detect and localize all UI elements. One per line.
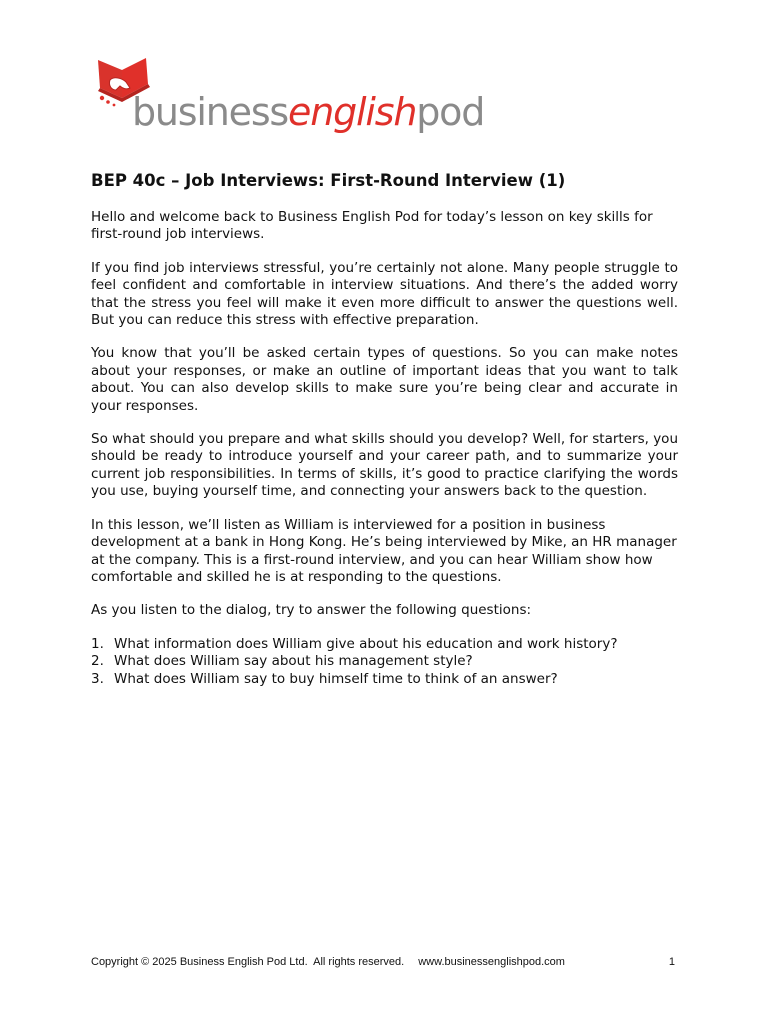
list-item-number: 3. bbox=[91, 670, 104, 687]
questions-list bbox=[91, 636, 678, 688]
stress-paragraph: If you find job interviews stressful, you’re certainly not alone. Many people struggle to feel confident and comfortable in interview situations. And there’s the added worry that the stress you feel will make it even more difficult to answer the questions well. But you can reduce this stress with effective preparation. bbox=[91, 259, 678, 329]
brand-wordmark bbox=[132, 90, 484, 134]
brand-logo bbox=[92, 52, 492, 136]
list-item bbox=[91, 671, 678, 688]
wordmark-pod: pod bbox=[416, 90, 485, 134]
footer-website: www.businessenglishpod.com bbox=[418, 956, 565, 968]
page-footer bbox=[91, 956, 675, 968]
list-item-text: What does William say to buy himself time to think of an answer? bbox=[114, 670, 558, 687]
skills-paragraph: So what should you prepare and what skills should you develop? Well, for starters, you should be ready to introduce yourself and your career path, and to summarize your current job responsibilities. In terms of skills, it’s good to practice clarifying the words you use, buying yourself time, and connecting your answers back to the question. bbox=[91, 431, 678, 500]
list-item-text: What information does William give about his education and work history? bbox=[114, 635, 618, 652]
intro-paragraph: Hello and welcome back to Business English Pod for today’s lesson on key skills for first-round job interviews. bbox=[91, 209, 653, 243]
list-item-number: 2. bbox=[91, 653, 104, 670]
lesson-context-paragraph: In this lesson, we’ll listen as William is interviewed for a position in business development at a bank in Hong Kong. He’s being interviewed by Mike, an HR manager at the company. This is a first-round interview, and you can hear William show how comfortable and skilled he is at responding to the questions. bbox=[91, 516, 677, 585]
lesson-body bbox=[91, 209, 678, 688]
footer-copyright: Copyright © 2025 Business English Pod Ltd. All rights reserved. bbox=[91, 956, 405, 968]
wordmark-english: english bbox=[288, 90, 417, 134]
lesson-title: BEP 40c – Job Interviews: First-Round Interview (1) bbox=[91, 171, 566, 190]
preparation-paragraph: You know that you’ll be asked certain types of questions. So you can make notes about your responses, or make an outline of important ideas that you want to talk about. You can also develop skills to make sure you’re being clear and accurate in your responses. bbox=[91, 345, 678, 414]
page-number: 1 bbox=[668, 956, 675, 968]
wordmark-business: business bbox=[132, 90, 289, 134]
list-item bbox=[91, 653, 678, 670]
list-item-number: 1. bbox=[91, 635, 104, 652]
list-item bbox=[91, 636, 678, 653]
questions-intro-paragraph: As you listen to the dialog, try to answer the following questions: bbox=[91, 602, 532, 619]
list-item-text: What does William say about his management style? bbox=[114, 653, 473, 670]
